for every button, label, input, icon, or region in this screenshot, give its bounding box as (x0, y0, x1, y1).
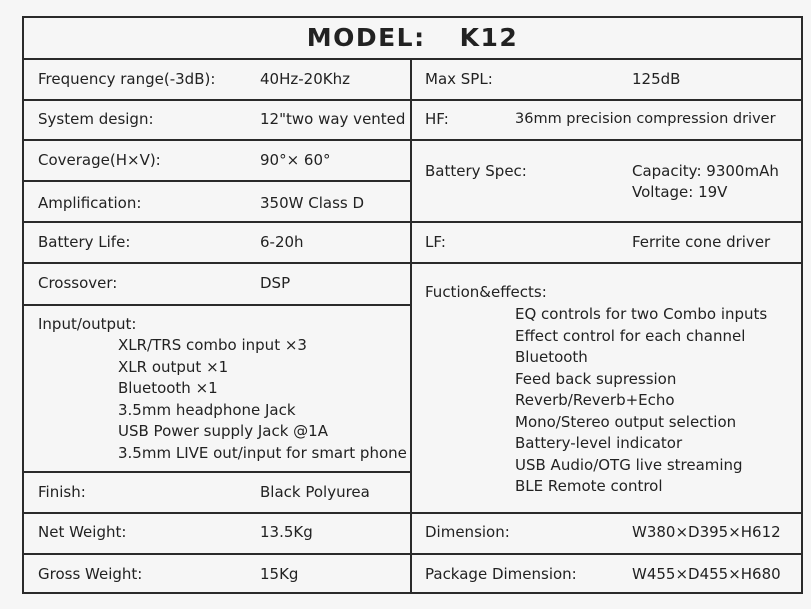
hf-value: 36mm precision compression driver (515, 111, 776, 127)
list-item: Effect control for each channel (515, 326, 746, 345)
spl-value: 125dB (632, 70, 681, 88)
divider (24, 99, 801, 101)
list-item: 3.5mm headphone Jack (118, 400, 296, 419)
divider (24, 139, 801, 141)
coverage-label: Coverage(H×V): (38, 151, 161, 169)
amplification-value: 350W Class D (260, 194, 365, 212)
functions-label: Fuction&effects: (425, 283, 547, 301)
net-weight-label: Net Weight: (38, 523, 127, 541)
finish-label: Finish: (38, 483, 86, 501)
list-item: XLR/TRS combo input ×3 (118, 336, 307, 354)
hf-label: HF: (425, 110, 449, 128)
spec-table (22, 16, 803, 594)
net-weight-value: 13.5Kg (260, 523, 313, 541)
list-item: USB Audio/OTG live streaming (515, 455, 743, 474)
list-item: Reverb/Reverb+Echo (515, 391, 675, 409)
model-title (24, 23, 801, 52)
crossover-value: DSP (260, 274, 291, 292)
coverage-value: 90°× 60° (260, 151, 331, 169)
list-item: Mono/Stereo output selection (515, 412, 737, 431)
divider (24, 221, 801, 223)
package-label: Package Dimension: (425, 565, 577, 583)
divider (24, 262, 801, 264)
list-item: Bluetooth ×1 (118, 379, 218, 397)
amplification-label: Amplification: (38, 194, 142, 212)
list-item: Feed back supression (515, 369, 677, 388)
battery-life-label: Battery Life: (38, 233, 131, 251)
battery-spec-label: Battery Spec: (425, 162, 527, 180)
divider (24, 58, 801, 60)
system-value: 12"two way vented (260, 110, 406, 128)
functions-list (515, 304, 767, 498)
list-item: Bluetooth (515, 348, 588, 366)
lf-label: LF: (425, 233, 446, 251)
finish-value: Black Polyurea (260, 483, 370, 501)
frequency-label: Frequency range(-3dB): (38, 70, 216, 88)
divider (410, 58, 412, 592)
frequency-value: 40Hz-20Khz (260, 70, 350, 88)
io-label: Input/output: (38, 315, 137, 333)
list-item: 3.5mm LIVE out/input for smart phone (118, 443, 407, 462)
list-item: Battery-level indicator (515, 434, 683, 452)
divider (24, 553, 801, 555)
divider (24, 512, 801, 514)
spl-label: Max SPL: (425, 70, 493, 88)
battery-voltage: Voltage: 19V (632, 183, 728, 201)
gross-weight-value: 15Kg (260, 565, 299, 583)
battery-capacity: Capacity: 9300mAh (632, 162, 779, 180)
divider (24, 304, 410, 306)
divider (24, 471, 410, 473)
model-label: MODEL: (306, 23, 426, 52)
divider (24, 180, 410, 182)
package-value: W455×D455×H680 (632, 565, 781, 583)
io-list (118, 335, 407, 464)
lf-value: Ferrite cone driver (632, 233, 771, 251)
gross-weight-label: Gross Weight: (38, 565, 143, 583)
crossover-label: Crossover: (38, 274, 118, 292)
list-item: USB Power supply Jack @1A (118, 422, 328, 440)
system-label: System design: (38, 110, 154, 128)
list-item: XLR output ×1 (118, 357, 229, 376)
battery-life-value: 6-20h (260, 233, 304, 251)
dimension-label: Dimension: (425, 523, 510, 541)
model-name: K12 (459, 23, 519, 52)
list-item: EQ controls for two Combo inputs (515, 305, 768, 323)
dimension-value: W380×D395×H612 (632, 523, 781, 541)
list-item: BLE Remote control (515, 477, 663, 495)
